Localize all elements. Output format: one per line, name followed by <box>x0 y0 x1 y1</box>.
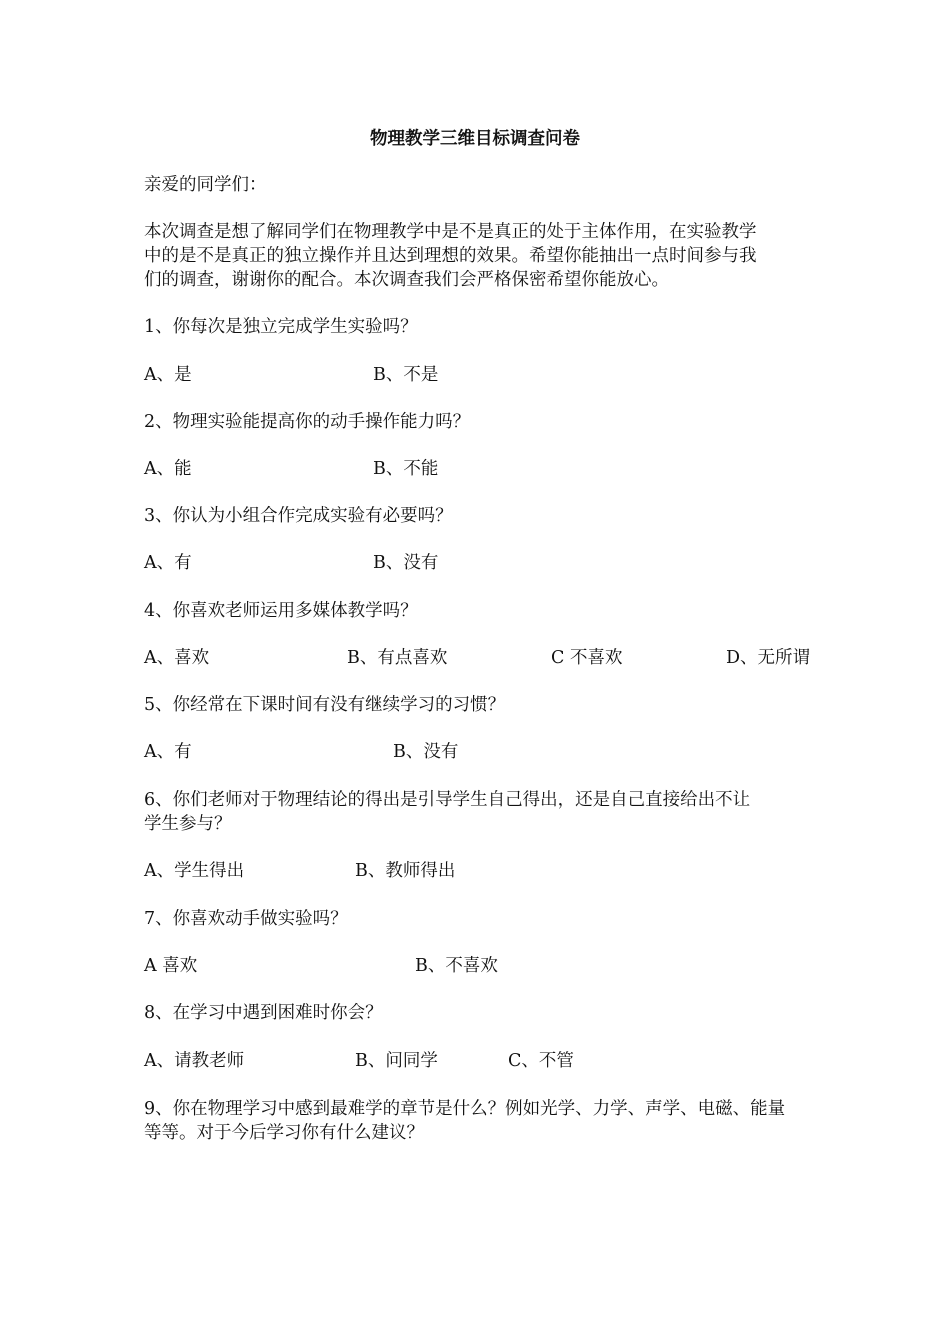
q3-option-b: B、没有 <box>373 553 439 573</box>
q8-option-b: B、问同学 <box>355 1051 438 1071</box>
q1-option-b: B、不是 <box>373 365 439 385</box>
question-3: 3、你认为小组合作完成实验有必要吗？ <box>144 506 453 526</box>
question-9-cont: 等等。对于今后学习你有什么建议？ <box>144 1123 424 1143</box>
intro-line: 本次调查是想了解同学们在物理教学中是不是真正的处于主体作用，在实验教学 <box>144 222 757 242</box>
question-2: 2、物理实验能提高你的动手操作能力吗？ <box>144 412 471 432</box>
q4-option-a: A、喜欢 <box>144 648 210 668</box>
q2-option-b: B、不能 <box>373 459 439 479</box>
q2-option-a: A、能 <box>144 459 192 479</box>
q6-option-b: B、教师得出 <box>355 861 456 881</box>
q8-option-c: C、不管 <box>508 1051 574 1071</box>
question-9: 9、你在物理学习中感到最难学的章节是什么？例如光学、力学、声学、电磁、能量 <box>144 1099 786 1119</box>
q5-option-b: B、没有 <box>393 742 459 762</box>
q1-option-a: A、是 <box>144 365 192 385</box>
q8-option-a: A、请教老师 <box>144 1051 245 1071</box>
q6-option-a: A、学生得出 <box>144 861 245 881</box>
q5-option-a: A、有 <box>144 742 192 762</box>
question-6-cont: 学生参与？ <box>144 814 232 834</box>
greeting: 亲爱的同学们： <box>144 175 267 195</box>
q7-option-a: A 喜欢 <box>144 956 198 976</box>
intro-line: 中的是不是真正的独立操作并且达到理想的效果。希望你能抽出一点时间参与我 <box>144 246 757 266</box>
q7-option-b: B、不喜欢 <box>415 956 498 976</box>
q4-option-b: B、有点喜欢 <box>347 648 448 668</box>
question-6: 6、你们老师对于物理结论的得出是引导学生自己得出，还是自己直接给出不让 <box>144 790 751 810</box>
question-8: 8、在学习中遇到困难时你会？ <box>144 1003 383 1023</box>
document-title: 物理教学三维目标调查问卷 <box>370 129 580 149</box>
question-5: 5、你经常在下课时间有没有继续学习的习惯？ <box>144 695 506 715</box>
q3-option-a: A、有 <box>144 553 192 573</box>
intro-line: 们的调查，谢谢你的配合。本次调查我们会严格保密希望你能放心。 <box>144 270 669 290</box>
question-4: 4、你喜欢老师运用多媒体教学吗？ <box>144 601 418 621</box>
q4-option-c: C 不喜欢 <box>551 648 623 668</box>
q4-option-d: D、无所谓 <box>726 648 811 668</box>
question-7: 7、你喜欢动手做实验吗？ <box>144 909 348 929</box>
question-1: 1、你每次是独立完成学生实验吗？ <box>144 317 418 337</box>
